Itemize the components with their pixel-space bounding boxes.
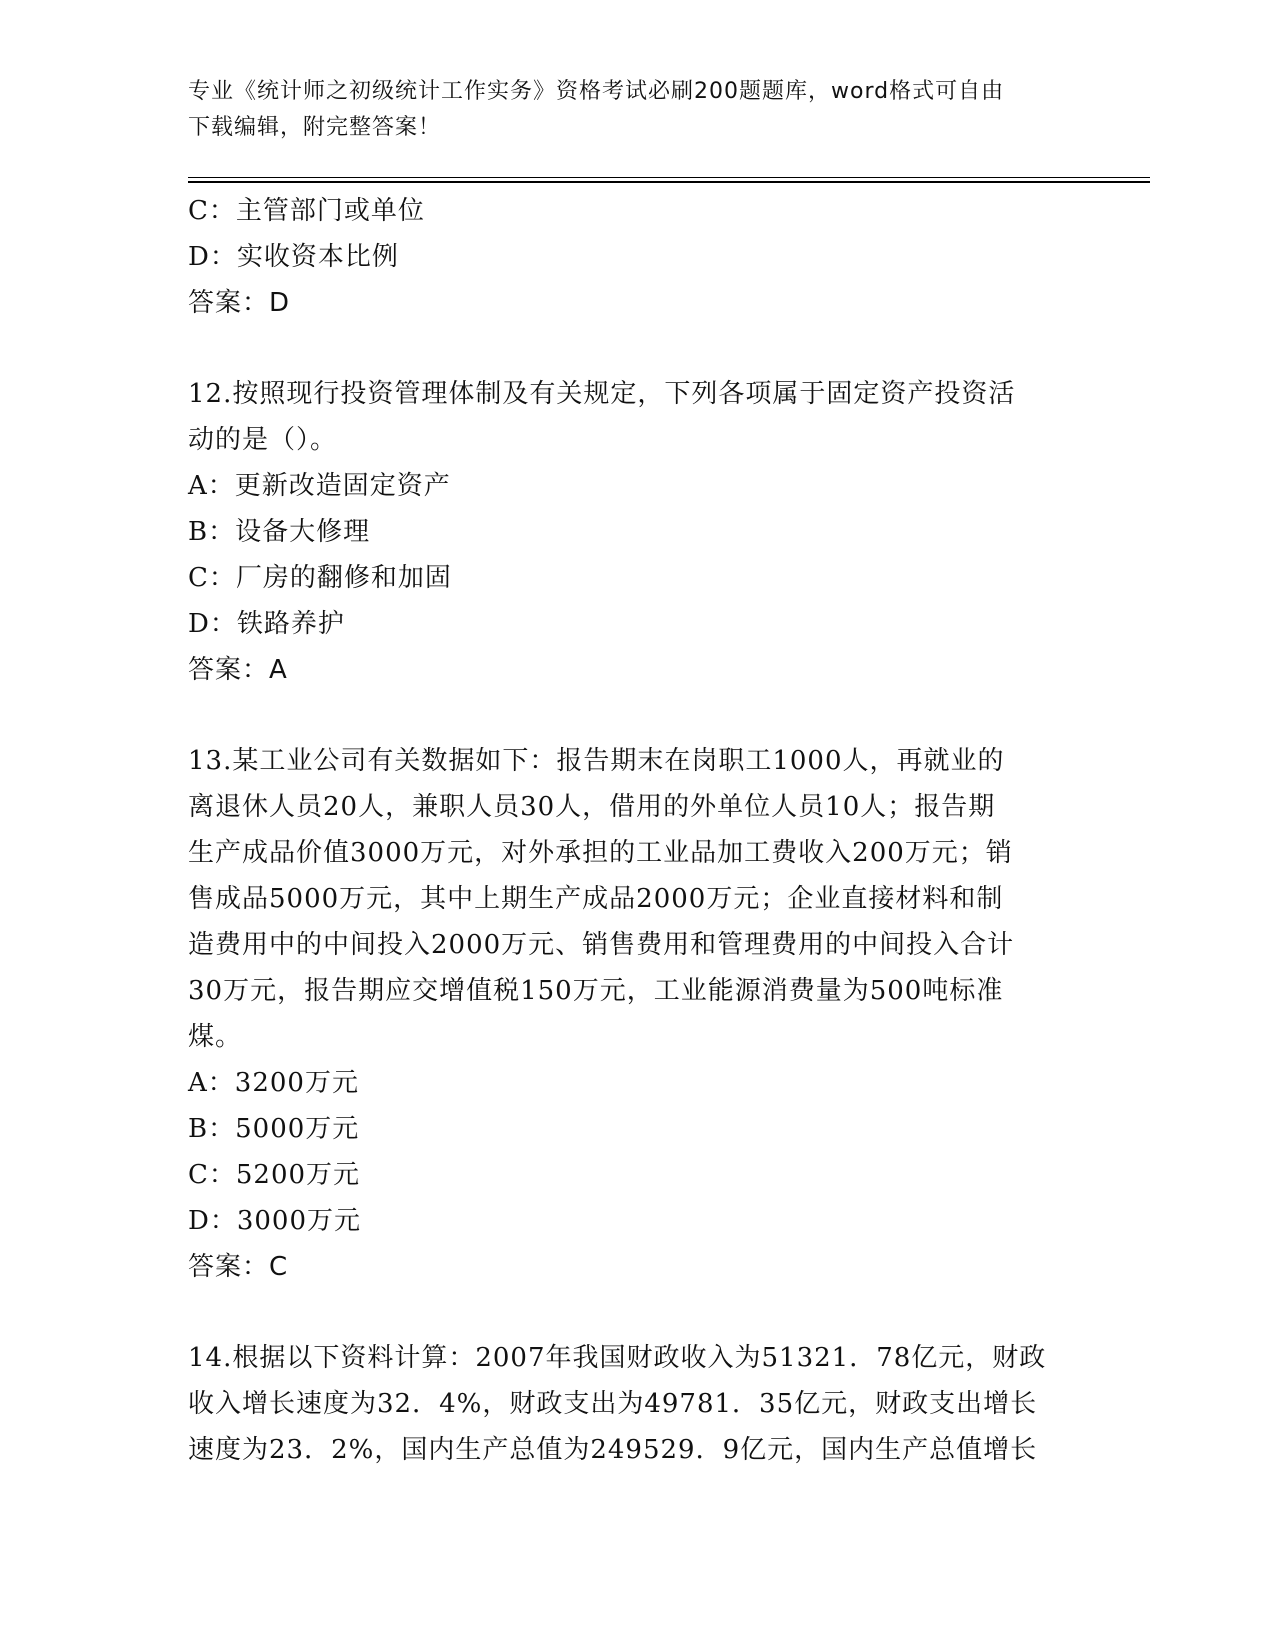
header-divider-thin [188,177,1150,178]
question-stem-line: 离退休人员20人，兼职人员30人，借用的外单位人员10人；报告期 [188,792,996,822]
question-12 [188,371,1088,693]
question-stem-line: 动的是（）。 [188,425,338,455]
option-d: D：铁路养护 [188,609,345,639]
question-14 [188,1335,1088,1473]
question-stem-line: 13.某工业公司有关数据如下：报告期末在岗职工1000人，再就业的 [188,746,1005,776]
answer-line: 答案：D [188,288,291,318]
question-stem-line: 30万元，报告期应交增值税150万元，工业能源消费量为500吨标准 [188,976,1004,1006]
question-stem-line: 煤。 [188,1022,243,1052]
header-line-1: 专业《统计师之初级统计工作实务》资格考试必刷200题题库，word格式可自由 [188,79,1005,104]
option-b: B：5000万元 [188,1114,360,1144]
question-stem-line: 12.按照现行投资管理体制及有关规定，下列各项属于固定资产投资活 [188,379,1016,409]
question-stem-line: 14.根据以下资料计算：2007年我国财政收入为51321．78亿元，财政 [188,1343,1047,1373]
header-divider-thick [188,181,1150,183]
option-c: C：5200万元 [188,1160,361,1190]
answer-line: 答案：A [188,655,288,685]
question-stem-line: 生产成品价值3000万元，对外承担的工业品加工费收入200万元；销 [188,838,1013,868]
option-a: A：更新改造固定资产 [188,471,451,501]
question-stem-line: 收入增长速度为32．4%，财政支出为49781．35亿元，财政支出增长 [188,1389,1038,1419]
option-d: D：实收资本比例 [188,242,399,272]
question-11-partial [188,188,1088,326]
spacer [188,693,1088,738]
option-c: C：主管部门或单位 [188,196,425,226]
question-13 [188,738,1088,1290]
option-a: A：3200万元 [188,1068,359,1098]
question-stem-line: 售成品5000万元，其中上期生产成品2000万元；企业直接材料和制 [188,884,1004,914]
option-b: B：设备大修理 [188,517,371,547]
spacer [188,326,1088,371]
spacer [188,1290,1088,1335]
question-stem-line: 造费用中的中间投入2000万元、销售费用和管理费用的中间投入合计 [188,930,1015,960]
header-line-2: 下载编辑，附完整答案！ [188,115,442,140]
option-d: D：3000万元 [188,1206,362,1236]
document-header [188,74,1088,146]
answer-line: 答案：C [188,1252,289,1282]
question-list [188,188,1088,1473]
question-stem-line: 速度为23．2%，国内生产总值为249529．9亿元，国内生产总值增长 [188,1435,1038,1465]
option-c: C：厂房的翻修和加固 [188,563,452,593]
